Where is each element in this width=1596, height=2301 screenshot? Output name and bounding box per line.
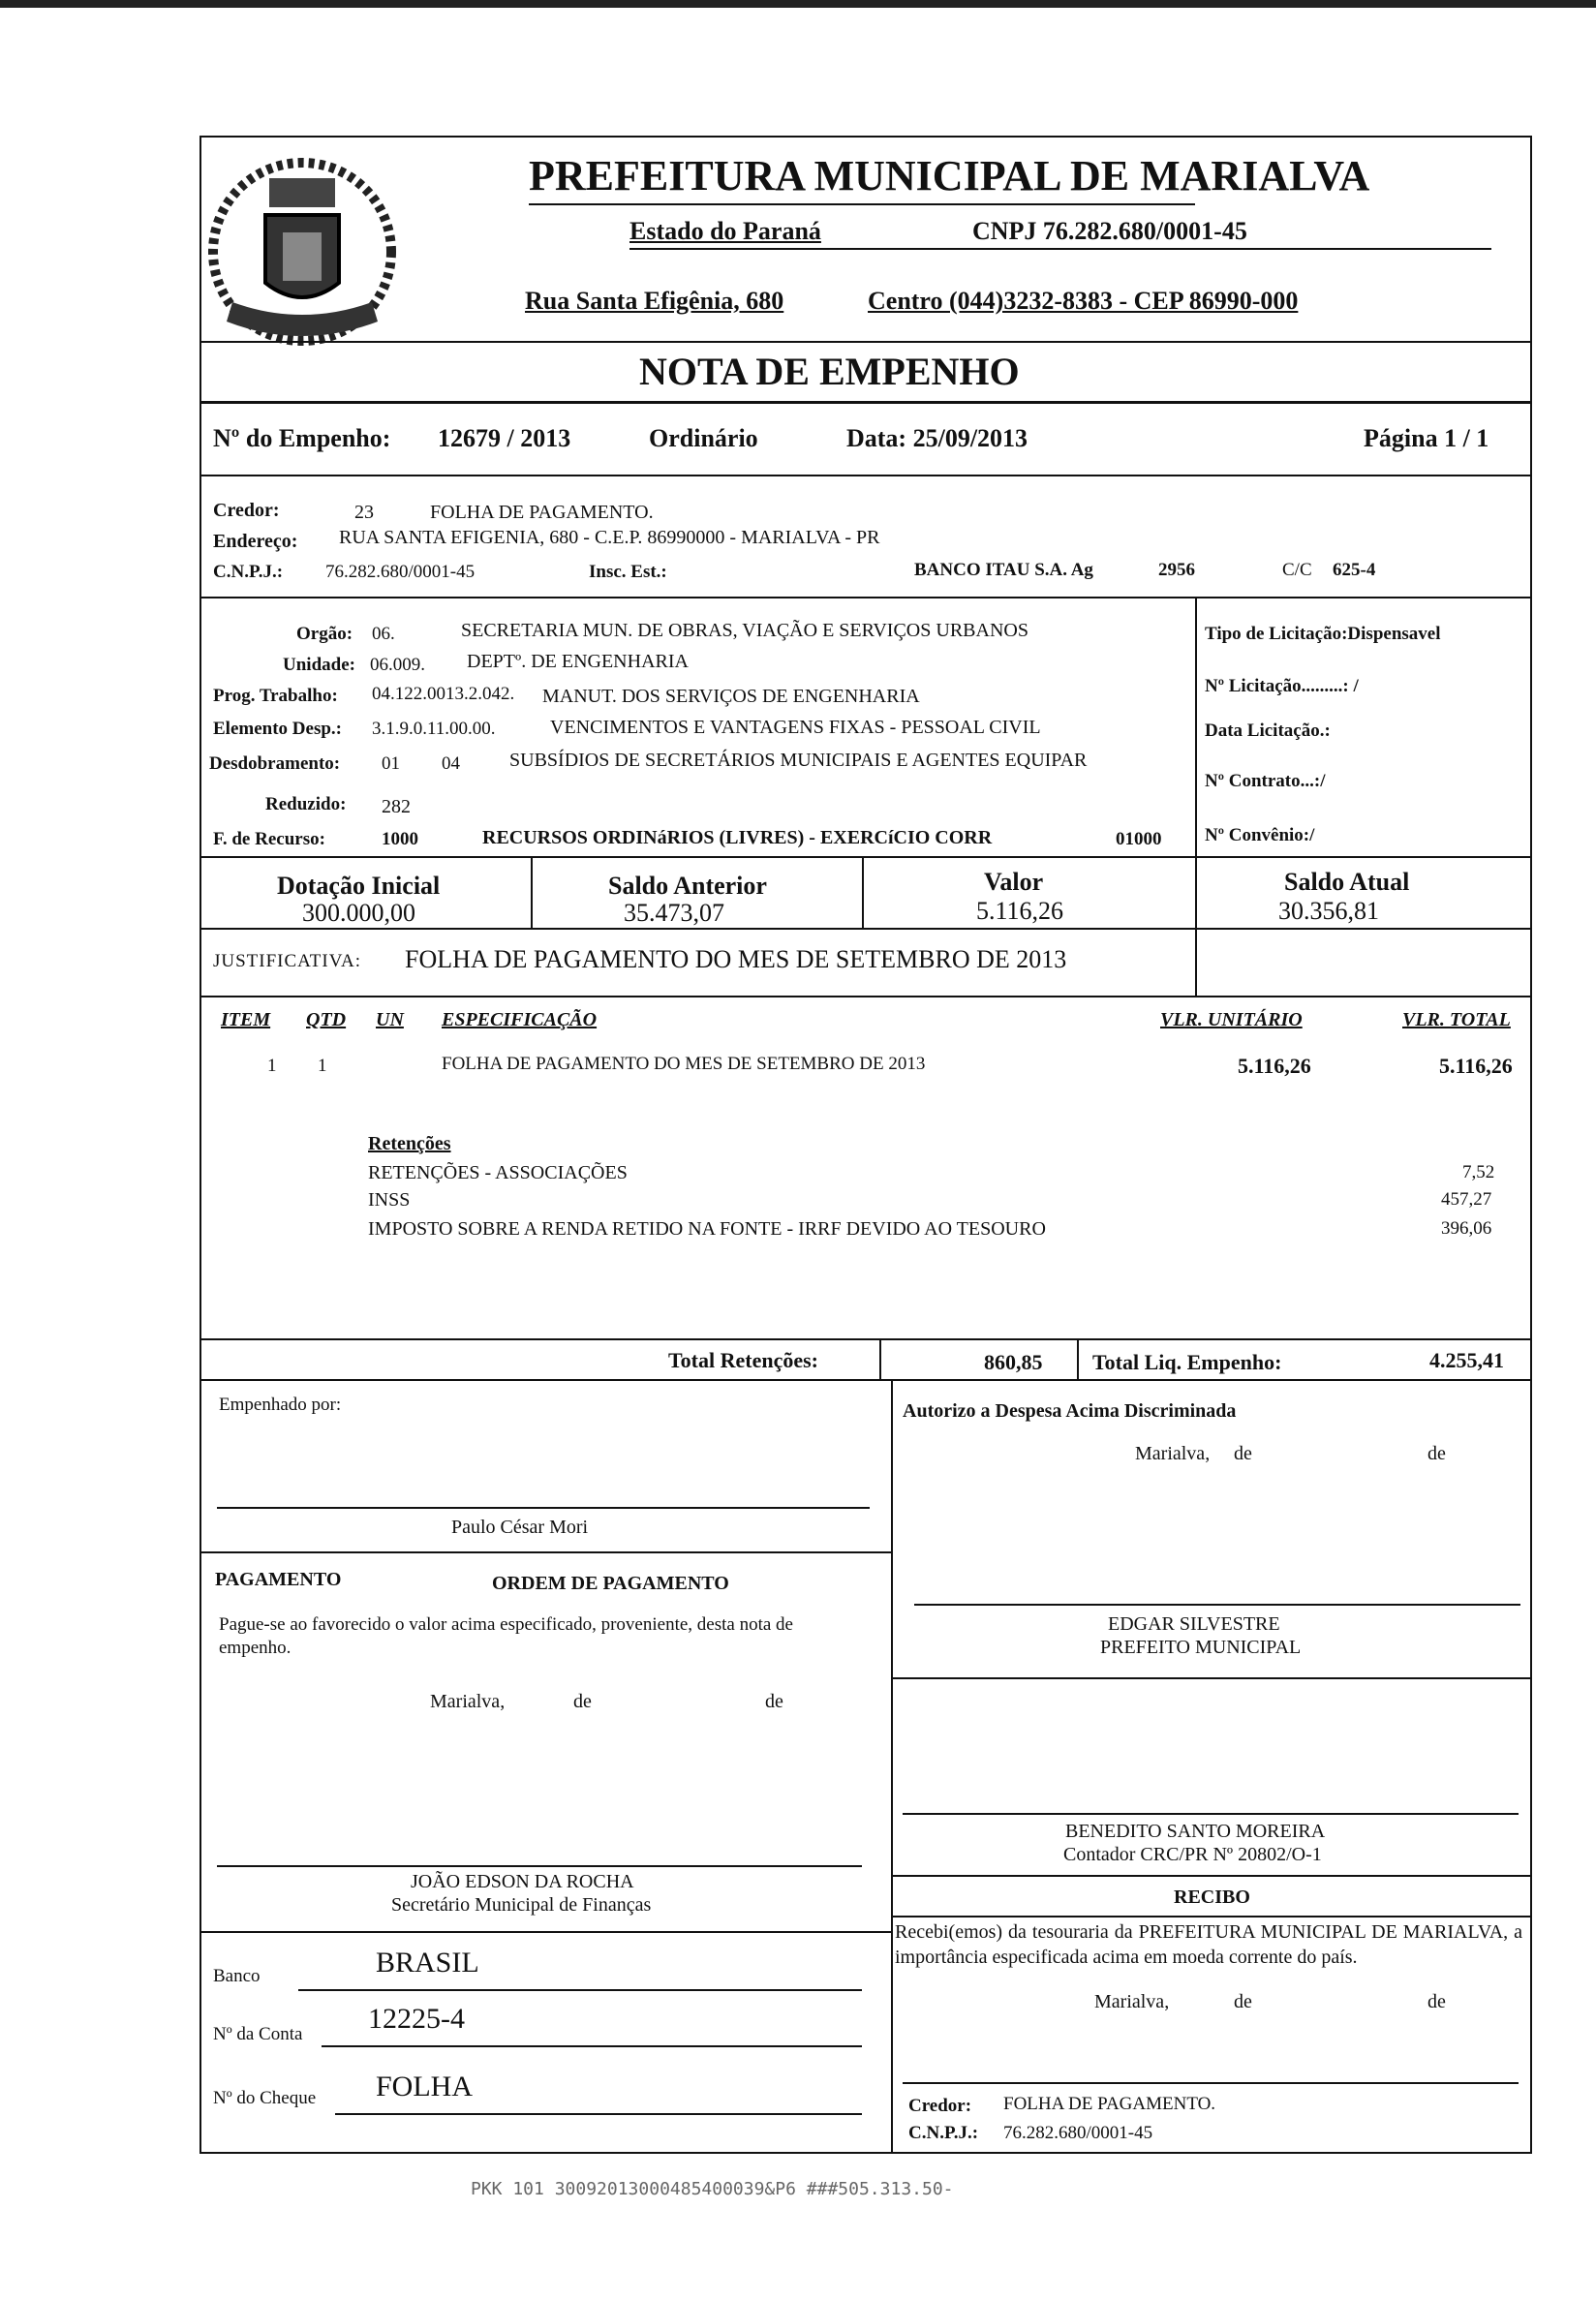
orgao-name: SECRETARIA MUN. DE OBRAS, VIAÇÃO E SERVIÇOS URBANOS (461, 620, 1028, 641)
cheque-label: Nº do Cheque (213, 2088, 317, 2108)
dotacao-label: Dotação Inicial (277, 872, 441, 900)
recibo-credor-value: FOLHA DE PAGAMENTO. (1003, 2094, 1216, 2114)
orgao-label: Orgão: (296, 624, 353, 644)
empenho-date: Data: 25/09/2013 (846, 424, 1028, 452)
prefeitura-title: PREFEITURA MUNICIPAL DE MARIALVA (529, 152, 1370, 199)
address-header: Rua Santa Efigênia, 680 (525, 287, 784, 315)
credor-code: 23 (354, 502, 374, 523)
secretario-cargo: Secretário Municipal de Finanças (391, 1894, 652, 1916)
cc-number: 625-4 (1333, 560, 1376, 580)
autorizo-local: Marialva, (1135, 1443, 1211, 1464)
total-retencoes-label: Total Retenções: (668, 1348, 818, 1372)
footer-code: PKK 101 30092013000485400039&P6 ###505.313.50- (471, 2179, 954, 2199)
retencao-label: INSS (368, 1189, 411, 1211)
prefeito-nome: EDGAR SILVESTRE (1108, 1613, 1280, 1635)
tipo-licitacao: Tipo de Licitação:Dispensavel (1205, 624, 1441, 644)
pagamento-label: PAGAMENTO (215, 1569, 342, 1590)
empenhado-label: Empenhado por: (219, 1395, 342, 1415)
justificativa-text: FOLHA DE PAGAMENTO DO MES DE SETEMBRO DE 2013 (405, 945, 1067, 973)
recibo-local: Marialva, (1094, 1991, 1170, 2012)
desdobramento-name: SUBSÍDIOS DE SECRETÁRIOS MUNICIPAIS E AGENTES EQUIPAR (509, 750, 1088, 771)
valor-value: 5.116,26 (976, 897, 1064, 925)
reduzido-label: Reduzido: (265, 794, 347, 814)
data-licitacao: Data Licitação.: (1205, 721, 1331, 741)
row-item: 1 (267, 1056, 277, 1076)
num-contrato: Nº Contrato...:/ (1205, 771, 1326, 791)
empenho-number: 12679 / 2013 (438, 424, 571, 452)
autorizo-de-1: de (1234, 1443, 1252, 1464)
page-number: Página 1 / 1 (1364, 424, 1489, 452)
retencao-label: RETENÇÕES - ASSOCIAÇÕES (368, 1162, 628, 1183)
secretario-nome: JOÃO EDSON DA ROCHA (411, 1871, 634, 1892)
row-qtd: 1 (318, 1056, 327, 1076)
num-licitacao: Nº Licitação.........: / (1205, 676, 1359, 696)
ordem-pagamento-label: ORDEM DE PAGAMENTO (492, 1573, 729, 1594)
coat-of-arms-icon (207, 157, 397, 347)
nota-de-empenho-form (200, 136, 1532, 2154)
cnpj-header: CNPJ 76.282.680/0001-45 (972, 217, 1247, 245)
autorizo-label: Autorizo a Despesa Acima Discriminada (903, 1400, 1237, 1422)
pague-se-text: Pague-se ao favorecido o valor acima especificado, proveniente, desta nota de empenho. (219, 1614, 793, 1658)
col-item: ITEM (221, 1009, 271, 1030)
bank-name: BANCO ITAU S.A. Ag (914, 560, 1093, 580)
cheque-value: FOLHA (376, 2071, 474, 2102)
total-liquido-label: Total Liq. Empenho: (1092, 1350, 1282, 1374)
retencoes-title: Retenções (368, 1133, 451, 1154)
dotacao-value: 300.000,00 (302, 899, 415, 927)
recibo-title: RECIBO (1174, 1887, 1250, 1908)
contador-nome: BENEDITO SANTO MOREIRA (1065, 1821, 1326, 1842)
autorizo-de-2: de (1427, 1443, 1446, 1464)
ordem-de-2: de (765, 1691, 783, 1712)
recurso-label: F. de Recurso: (213, 829, 325, 849)
banco-value: BRASIL (376, 1947, 479, 1979)
credor-address: RUA SANTA EFIGENIA, 680 - C.E.P. 86990000 - MARIALVA - PR (339, 527, 880, 548)
row-total-value: 5.116,26 (1439, 1054, 1513, 1078)
col-un: UN (376, 1009, 404, 1030)
credor-name: FOLHA DE PAGAMENTO. (430, 502, 654, 523)
retencao-value: 7,52 (1462, 1162, 1495, 1182)
credor-cnpj: 76.282.680/0001-45 (325, 562, 476, 582)
empenho-type: Ordinário (649, 424, 758, 452)
prog-label: Prog. Trabalho: (213, 686, 338, 706)
conta-value: 12225-4 (368, 2003, 465, 2035)
credor-label: Credor: (213, 500, 280, 521)
total-retencoes-value: 860,85 (984, 1350, 1043, 1374)
saldo-anterior-value: 35.473,07 (624, 899, 724, 927)
prog-code: 04.122.0013.2.042. (372, 684, 515, 704)
retencao-value: 396,06 (1441, 1218, 1492, 1239)
desdobramento-a: 01 (382, 753, 400, 774)
endereco-label: Endereço: (213, 531, 298, 552)
elemento-code: 3.1.9.0.11.00.00. (372, 719, 496, 739)
phone-cep-header: Centro (044)3232-8383 - CEP 86990-000 (868, 287, 1299, 315)
saldo-atual-value: 30.356,81 (1278, 897, 1379, 925)
ordem-local: Marialva, (430, 1691, 506, 1712)
contador-cargo: Contador CRC/PR Nº 20802/O-1 (1063, 1844, 1322, 1865)
row-spec: FOLHA DE PAGAMENTO DO MES DE SETEMBRO DE 2013 (442, 1054, 926, 1074)
state-label: Estado do Paraná (629, 217, 821, 245)
col-vlr-unitario: VLR. UNITÁRIO (1160, 1009, 1303, 1030)
elemento-name: VENCIMENTOS E VANTAGENS FIXAS - PESSOAL CIVIL (550, 717, 1041, 738)
recibo-cnpj-value: 76.282.680/0001-45 (1003, 2123, 1153, 2143)
prefeito-cargo: PREFEITO MUNICIPAL (1100, 1637, 1302, 1658)
retencao-value: 457,27 (1441, 1189, 1492, 1210)
retencao-label: IMPOSTO SOBRE A RENDA RETIDO NA FONTE - IRRF DEVIDO AO TESOURO (368, 1218, 1046, 1240)
empenhado-nome: Paulo César Mori (451, 1517, 589, 1538)
unidade-label: Unidade: (283, 655, 355, 675)
total-liquido-value: 4.255,41 (1429, 1348, 1504, 1372)
recibo-credor-label: Credor: (908, 2096, 972, 2116)
insc-label: Insc. Est.: (589, 562, 667, 582)
cnpj-label: C.N.P.J.: (213, 562, 284, 582)
recurso-name: RECURSOS ORDINáRIOS (LIVRES) - EXERCíCIO CORR (482, 827, 993, 848)
reduzido-value: 282 (382, 796, 411, 817)
col-especificacao: ESPECIFICAÇÃO (442, 1009, 598, 1030)
num-convenio: Nº Convênio:/ (1205, 825, 1315, 845)
banco-label: Banco (213, 1966, 261, 1986)
elemento-label: Elemento Desp.: (213, 719, 342, 739)
saldo-atual-label: Saldo Atual (1284, 868, 1410, 896)
saldo-anterior-label: Saldo Anterior (608, 872, 767, 900)
unidade-name: DEPTº. DE ENGENHARIA (467, 651, 689, 672)
unidade-code: 06.009. (370, 655, 425, 675)
ordem-de-1: de (573, 1691, 592, 1712)
recibo-cnpj-label: C.N.P.J.: (908, 2123, 979, 2143)
valor-label: Valor (984, 868, 1044, 896)
recibo-text: Recebi(emos) da tesouraria da PREFEITURA MUNICIPAL DE MARIALVA, a importância especificada acima em moeda corrente do país. (895, 1921, 1522, 1968)
conta-label: Nº da Conta (213, 2024, 303, 2044)
col-qtd: QTD (306, 1009, 347, 1030)
bank-agency: 2956 (1158, 560, 1195, 580)
cc-label: C/C (1282, 560, 1312, 580)
prog-name: MANUT. DOS SERVIÇOS DE ENGENHARIA (542, 686, 920, 707)
empenho-label: Nº do Empenho: (213, 424, 391, 452)
col-vlr-total: VLR. TOTAL (1402, 1009, 1511, 1030)
recurso-code: 1000 (382, 829, 418, 849)
recurso-number: 01000 (1116, 829, 1162, 849)
orgao-code: 06. (372, 624, 395, 644)
row-unit-value: 5.116,26 (1238, 1054, 1311, 1078)
justificativa-label: JUSTIFICATIVA: (213, 951, 362, 971)
desdobramento-label: Desdobramento: (209, 753, 341, 774)
recibo-de-2: de (1427, 1991, 1446, 2012)
doc-title: NOTA DE EMPENHO (639, 350, 1020, 393)
desdobramento-b: 04 (442, 753, 460, 774)
recibo-de-1: de (1234, 1991, 1252, 2012)
top-scan-edge (0, 0, 1596, 8)
